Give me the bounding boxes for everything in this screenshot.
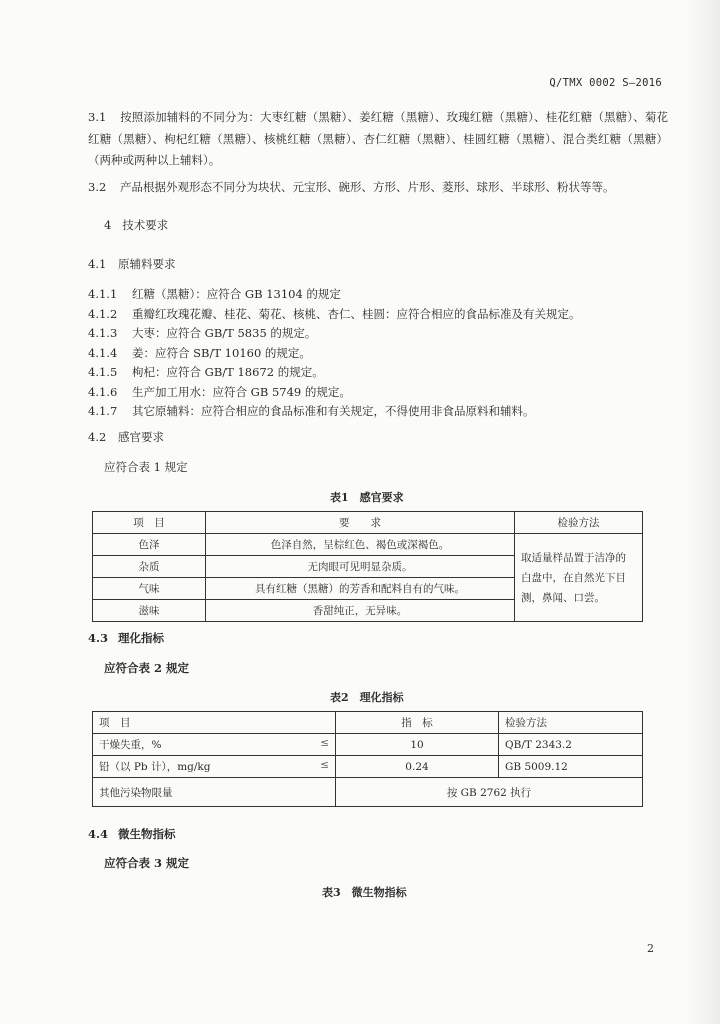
list-item: 4.1.1 红糖（黑糖）：应符合 GB 13104 的规定 xyxy=(88,287,341,301)
list-item: 4.1.3 大枣：应符合 GB/T 5835 的规定。 xyxy=(88,326,317,340)
table-row: 干燥失重，% ≤ 10 QB/T 2343.2 xyxy=(93,734,643,756)
page-edge-shadow xyxy=(686,0,720,1024)
table-row: 其他污染物限量 按 GB 2762 执行 xyxy=(93,778,643,807)
clause-3-2 xyxy=(88,177,668,199)
list-item: 4.1.4 姜：应符合 SB/T 10160 的规定。 xyxy=(88,345,311,360)
list-item: 4.1.7 其它原辅料：应符合相应的食品标准和有关规定，不得使用非食品原料和辅料。 xyxy=(88,404,535,418)
table-row: 滋味 香甜纯正，无异味。 xyxy=(93,600,643,622)
table-row: 杂质 无肉眼可见明显杂质。 xyxy=(93,556,643,578)
section-4-2-note: 应符合表 1 规定 xyxy=(104,460,188,474)
section-4-2-heading: 4.2 感官要求 xyxy=(88,430,164,444)
table-row: 色泽 色泽自然，呈棕红色、褐色或深褐色。 取适量样品置于洁净的白盘中，在自然光下目测，鼻闻、口尝。 xyxy=(93,534,643,556)
section-4-3-note: 应符合表 2 规定 xyxy=(104,661,190,675)
clause-number: 3.1 xyxy=(88,110,107,124)
section-4-1-heading: 4.1 原辅料要求 xyxy=(88,257,176,271)
clause-3-1 xyxy=(88,107,668,172)
table-physicochemical-indicators xyxy=(92,711,643,807)
list-item: 4.1.5 枸杞：应符合 GB/T 18672 的规定。 xyxy=(88,365,324,379)
table-header-row: 项 目 指 标 检验方法 xyxy=(93,712,643,734)
table2-caption: 表2 理化指标 xyxy=(330,691,404,704)
section-4-4-heading: 4.4 微生物指标 xyxy=(88,827,176,841)
inspection-method-cell: 取适量样品置于洁净的白盘中，在自然光下目测，鼻闻、口尝。 xyxy=(515,534,643,622)
table-row: 气味 具有红糖（黑糖）的芳香和配料自有的气味。 xyxy=(93,578,643,600)
table-row: 铅（以 Pb 计），mg/kg ≤ 0.24 GB 5009.12 xyxy=(93,756,643,778)
list-item: 4.1.6 生产加工用水：应符合 GB 5749 的规定。 xyxy=(88,384,351,399)
document-code: Q/TMX 0002 S—2016 xyxy=(549,77,662,89)
clause-text: 按照添加辅料的不同分为：大枣红糖（黑糖）、姜红糖（黑糖）、玫瑰红糖（黑糖）、桂花红糖（黑糖）、菊花红糖（黑糖）、枸杞红糖（黑糖）、核桃红糖（黑糖）、杏仁红糖（黑糖）、桂圆红糖（黑糖）、混合类红糖（黑糖）（两种或两种以上辅料）。 xyxy=(88,110,668,167)
raw-material-list xyxy=(88,285,581,422)
table-sensory-requirements xyxy=(92,511,643,622)
clause-number: 3.2 xyxy=(88,180,107,194)
clause-text: 产品根据外观形态不同分为块状、元宝形、碗形、方形、片形、菱形、球形、半球形、粉状等等。 xyxy=(120,180,615,194)
table1-caption: 表1 感官要求 xyxy=(330,491,404,504)
page-number: 2 xyxy=(647,942,654,955)
section-4-4-note: 应符合表 3 规定 xyxy=(104,856,190,870)
table-header-row: 项 目 要 求 检验方法 xyxy=(93,512,643,534)
table3-caption: 表3 微生物指标 xyxy=(322,886,407,899)
list-item: 4.1.2 重瓣红玫瑰花瓣、桂花、菊花、核桃、杏仁、桂圆：应符合相应的食品标准及有关规定。 xyxy=(88,306,581,321)
section-4-heading: 4 技术要求 xyxy=(104,218,169,232)
section-4-3-heading: 4.3 理化指标 xyxy=(88,631,164,645)
